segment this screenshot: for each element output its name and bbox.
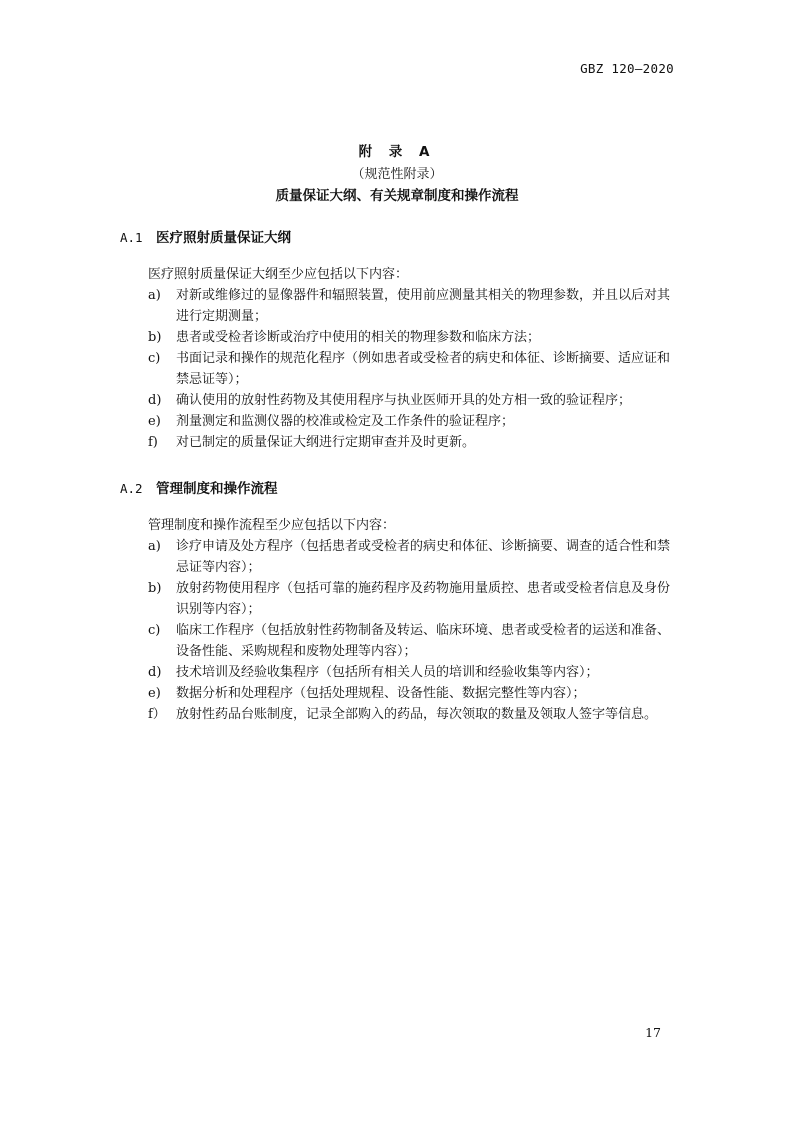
section-intro: 管理制度和操作流程至少应包括以下内容：: [148, 518, 396, 533]
section-heading: [120, 226, 291, 246]
list-item: [120, 578, 676, 620]
list-item: [120, 536, 676, 578]
list-item: [120, 432, 676, 453]
section-heading: [120, 477, 278, 497]
list-item-text: 书面记录和操作的规范化程序（例如患者或受检者的病史和体征、诊断摘要、适应证和禁忌证等）；: [176, 351, 671, 387]
list-item: [120, 390, 676, 411]
list-item-text: 对新或维修过的显像器件和辐照装置，使用前应测量其相关的物理参数，并且以后对其进行定期测量；: [176, 288, 671, 324]
section-body: [120, 264, 676, 453]
list-item-text: 放射药物使用程序（包括可靠的施药程序及药物施用量质控、患者或受检者信息及身份识别等内容）；: [176, 581, 671, 617]
list-item-text: 诊疗申请及处方程序（包括患者或受检者的病史和体征、诊断摘要、调查的适合性和禁忌证等内容）；: [176, 539, 671, 575]
list-item-text: 技术培训及经验收集程序（包括所有相关人员的培训和经验收集等内容）；: [176, 665, 599, 680]
appendix-title: 质量保证大纲、有关规章制度和操作流程: [275, 188, 519, 204]
page-number: 17: [645, 1025, 661, 1040]
list-item-text: 患者或受检者诊断或治疗中使用的相关的物理参数和临床方法；: [176, 330, 541, 345]
list-item-label: f）: [148, 707, 166, 722]
section-title: 医疗照射质量保证大纲: [156, 230, 291, 246]
list-item: [120, 683, 676, 704]
list-item-text: 确认使用的放射性药物及其使用程序与执业医师开具的处方相一致的验证程序；: [176, 393, 632, 408]
list-item-text: 对已制定的质量保证大纲进行定期审查并及时更新。: [176, 435, 476, 450]
list-item-label: e): [148, 686, 161, 701]
list-item-label: c): [148, 623, 161, 638]
appendix-type: （规范性附录）: [351, 167, 443, 182]
list-item: [120, 327, 676, 348]
list-item-label: b): [148, 330, 162, 345]
list-item-label: c): [148, 351, 161, 366]
list-item: [120, 704, 676, 725]
list-item-text: 放射性药品台账制度，记录全部购入的药品，每次领取的数量及领取人签字等信息。: [176, 707, 658, 722]
list-item: [120, 662, 676, 683]
list-item-label: b): [148, 581, 162, 596]
list-item-label: a): [148, 539, 161, 554]
list-item-label: f): [148, 435, 158, 450]
section-number: A.1: [120, 230, 143, 245]
section-title: 管理制度和操作流程: [156, 481, 278, 497]
appendix-label: 附 录 A: [358, 144, 436, 160]
standard-code: GBZ 120—2020: [580, 61, 674, 76]
section-intro: 医疗照射质量保证大纲至少应包括以下内容：: [148, 267, 409, 282]
list-item: [120, 411, 676, 432]
list-item-label: d): [148, 393, 162, 408]
list-item-text: 临床工作程序（包括放射性药物制备及转运、临床环境、患者或受检者的运送和准备、设备性能、采购规程和废物处理等内容）；: [176, 623, 671, 659]
list-item-label: d): [148, 665, 162, 680]
appendix-title-block: [0, 140, 794, 206]
list-item: [120, 620, 676, 662]
list-item-text: 剂量测定和监测仪器的校准或检定及工作条件的验证程序；: [176, 414, 515, 429]
section-number: A.2: [120, 481, 143, 496]
list-item-text: 数据分析和处理程序（包括处理规程、设备性能、数据完整性等内容）；: [176, 686, 586, 701]
section-body: [120, 515, 676, 725]
list-item: [120, 348, 676, 390]
list-item-label: a): [148, 288, 161, 303]
list-item: [120, 285, 676, 327]
list-item-label: e): [148, 414, 161, 429]
